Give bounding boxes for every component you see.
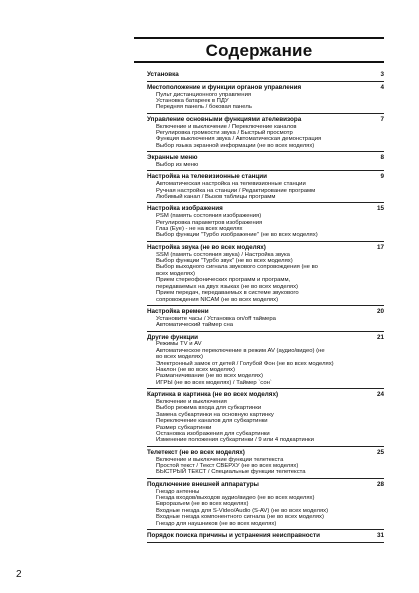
toc-section [147,205,384,241]
toc-section [147,334,384,390]
toc-subitem: всех моделях) [156,270,195,277]
toc-subitem: Функция выключения звука / Автоматическая демонстрация [156,136,322,143]
section-page-number: 28 [376,480,384,488]
section-page-number: 20 [376,307,384,315]
toc-subitem: передаваемых на двух языках (не во всех моделях) [156,283,298,290]
toc-subitem: Выбор из меню [156,162,199,169]
toc-subitem: сопровождения NICAM (не во всех моделях) [156,296,279,303]
toc-section-heading[interactable] [147,244,384,252]
section-title: Телетекст (не во всех моделях) [147,448,245,456]
section-title: Настройка изображения [147,205,223,213]
section-page-number: 15 [376,205,384,213]
toc-subitem: PSM (память состояния изображения) [156,213,262,220]
toc-subitem: Ручная настройка на станции / Редактирование программ [156,187,316,194]
section-page-number: 25 [376,448,384,456]
toc-section-heading[interactable] [147,154,384,162]
toc-subitem: Любимый канал / Вызов таблицы программ [156,194,276,201]
toc-subitem: Размагничивание (не во всех моделях) [156,373,263,380]
toc-subitem: Гнездо для наушников (не во всех моделях) [156,520,277,527]
toc-subitem: Выбор функции "Турбо изображение" (не во всех моделях) [156,232,318,239]
toc-subitem: Выбор функции "Турбо звук" (не во всех моделях) [156,258,293,265]
toc-section-heading[interactable] [147,308,384,316]
section-title: Картинка в картинка (не во всех моделях) [147,391,279,399]
section-title: Подключение внешней аппаратуры [147,480,259,488]
toc-subitem: во всех моделях) [156,354,203,361]
toc-subitem: Прием передач, передаваемых в системе звукового [156,290,299,297]
page-title: Содержание [205,41,313,60]
section-title: Другие функции [147,333,198,341]
section-page-number: 9 [380,173,384,181]
toc-subitem: Гнездо антенны [156,488,200,495]
section-page-number: 7 [380,115,384,123]
toc-section-heading[interactable] [147,449,384,457]
toc-section [147,308,384,332]
toc-section [147,71,384,82]
toc-subitem: Режимы TV и AV [156,341,202,348]
toc-subitem: Включение и выключение функции телетекста [156,456,284,463]
toc-subitem: Замена субкартинки на основную картинку [156,411,274,418]
toc-section [147,481,384,530]
toc-subitem: Выбор языка экранной информации (не во всех моделях) [156,142,315,149]
toc-subitem: SSM (память состояния звука) / Настройка звука [156,251,290,258]
toc-subitem: Размер субкартинки [156,424,212,431]
toc-subitem: Автоматическая настройка на телевизионные станции [156,181,306,188]
toc-section-heading[interactable] [147,205,384,213]
toc-section [147,116,384,152]
toc-subitem: Автоматическое переключение в режим AV (аудио/видео) (не [156,347,325,354]
section-page-number: 21 [376,333,384,341]
toc-section-heading[interactable] [147,391,384,399]
toc-subitem: Включение и выключения [156,398,227,405]
toc-section [147,173,384,203]
toc-section [147,391,384,447]
toc-subitem: Простой текст / Текст СВЕРХУ (не во всех моделях) [156,463,299,470]
toc-subitem: Выбор режима входа для субкартинки [156,405,262,412]
toc-section-heading[interactable] [147,84,384,92]
toc-subitem: Гнезда входов/выходов аудио/видео (не во всех моделях) [156,495,315,502]
section-title: Настройка времени [147,307,209,315]
toc-section-heading[interactable] [147,334,384,342]
toc-subitem: Регулировка громкости звука / Быстрый просмотр [156,130,293,137]
toc-subitem: Входные гнезда компонентного сигнала (не во всех моделях) [156,514,324,521]
toc-subitem: Прием стереофонических программ и программ, [156,277,291,284]
section-page-number: 8 [380,154,384,162]
toc-subitem: Включение и выключение / Переключение каналов [156,123,297,130]
table-of-contents [147,71,384,545]
section-page-number: 3 [380,71,384,78]
toc-subitem: Установите часы / Установка on/off таймера [156,315,276,322]
section-title: Управление основными функциями ателевизора [147,115,302,123]
section-page-number: 31 [376,532,384,540]
toc-section-heading[interactable] [147,532,384,540]
section-title: Местоположение и функции органов управления [147,83,302,91]
toc-subitem: ИГРЫ (не во всех моделях) / Таймер `сон` [156,379,272,386]
section-page-number: 4 [380,83,384,91]
page-number: 2 [16,569,22,580]
toc-section-heading[interactable] [147,116,384,124]
toc-subitem: Выбор выходного сигнала звукового сопровождения (не во [156,264,318,271]
toc-section-heading[interactable] [147,71,384,79]
toc-section [147,449,384,479]
toc-subitem: Евроразъем (не во всех моделях) [156,501,249,508]
toc-section [147,84,384,114]
section-title: Порядок поиска причины и устранения неисправности [147,532,320,540]
toc-section [147,154,384,171]
toc-subitem: Передняя панель / боковая панель [156,104,252,111]
toc-subitem: Наклон (не во всех моделях) [156,366,235,373]
toc-section [147,244,384,306]
toc-subitem: Остановка изображения для субкартинки [156,431,270,437]
toc-subitem: Электронный замок от детей / Голубой Фон (не во всех моделях) [156,360,334,367]
section-title: Экранные меню [147,154,198,162]
section-title: Установка [147,71,179,78]
toc-subitem: БЫСТРЫЙ ТЕКСТ / Специальные функции телетекста [156,469,306,476]
section-title: Настройка звука (не во всех моделях) [147,243,266,251]
toc-section-heading[interactable] [147,481,384,489]
toc-subitem: Входные гнезда для S-Video/Audio (S-AV) (не во всех моделях) [156,507,329,514]
toc-subitem: Установка батареек в ПДУ [156,98,229,104]
section-page-number: 24 [376,391,384,399]
section-title: Настройка на телевизионные станции [147,173,267,181]
toc-subitem: Глаз (Eye) - не на всех моделях [156,226,243,233]
toc-subitem: Переключение каналов для субкартинки [156,418,268,425]
toc-section [147,532,384,543]
toc-subitem: Изменение положения субкартинки / 9 или 4 подкартинки [156,437,314,444]
toc-subitem: Автоматический таймер сна [156,322,234,329]
toc-subitem: Регулировка параметров изображения [156,219,263,226]
toc-subitem: Пульт дистанционного управления [156,91,252,98]
title-frame [134,37,384,63]
section-page-number: 17 [376,243,384,251]
